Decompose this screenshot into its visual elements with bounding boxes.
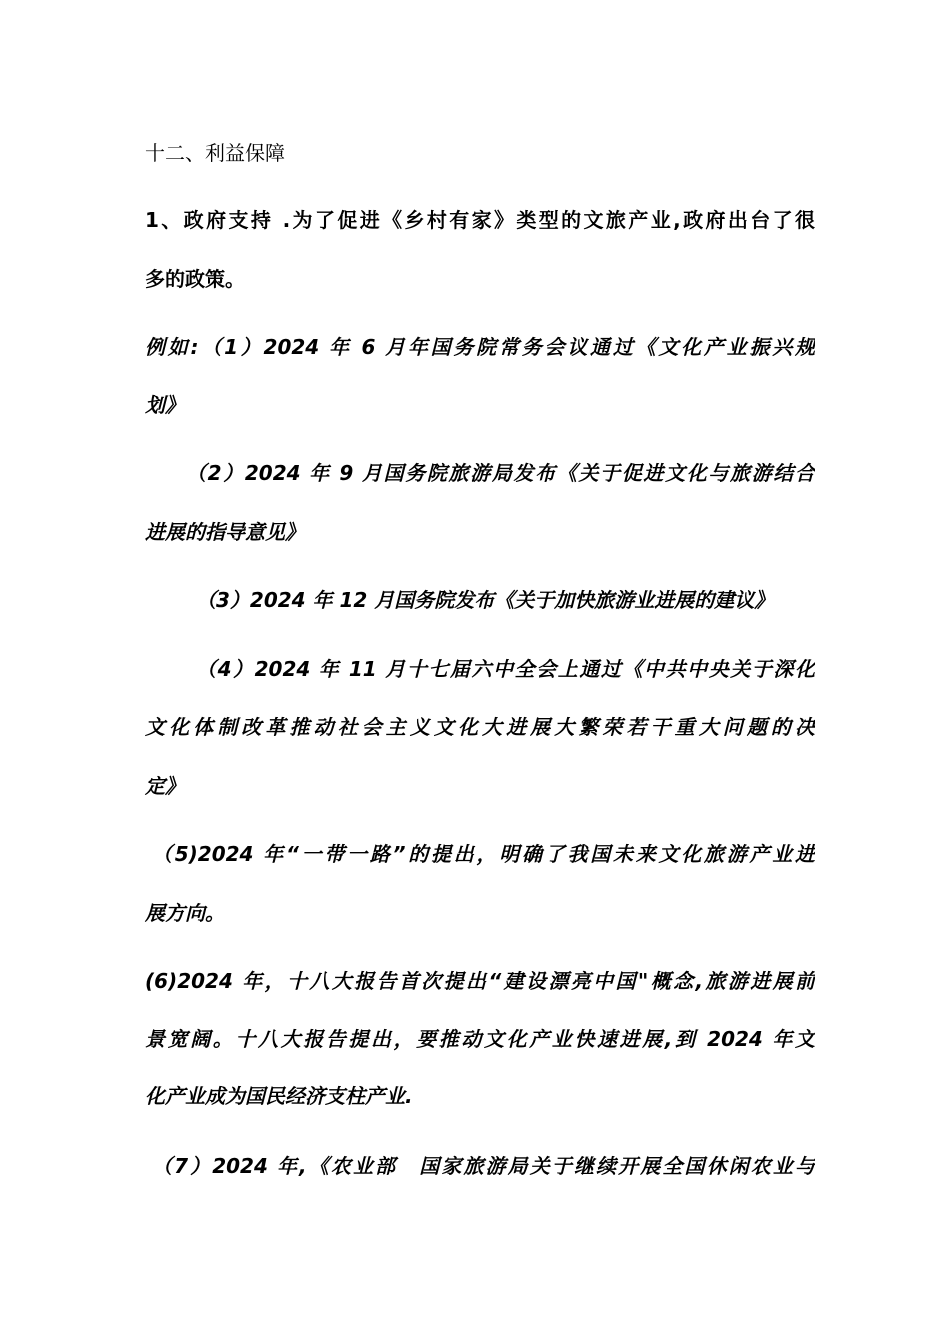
item6-line2: 景宽阔。十八大报告提出，要推动文化产业快速进展,到 2024 年文 — [145, 1027, 815, 1051]
item6-line1: (6)2024 年，十八大报告首次提出“建设漂亮中国"概念,旅游进展前 — [145, 969, 815, 993]
item2-line1: （2）2024 年 9 月国务院旅游局发布《关于促进文化与旅游结合 — [186, 461, 815, 485]
item3-line1: （3）2024 年 12 月国务院发布《关于加快旅游业进展的建议》 — [196, 588, 775, 612]
para1-line2: 多的政策。 — [145, 267, 245, 291]
item7-line1: （7）2024 年,《农业部 国家旅游局关于继续开展全国休闲农业与 — [152, 1154, 815, 1178]
item1-line1: 例如:（1）2024 年 6 月年国务院常务会议通过《文化产业振兴规 — [145, 335, 815, 359]
item5-line1: （5)2024 年“一带一路”的提出，明确了我国未来文化旅游产业进 — [152, 842, 815, 866]
section-title: 十二、利益保障 — [145, 141, 285, 165]
item5-line2: 展方向。 — [145, 901, 225, 925]
item2-line2: 进展的指导意见》 — [145, 520, 305, 544]
item6-line3: 化产业成为国民经济支柱产业. — [145, 1084, 413, 1108]
item4-line1: （4）2024 年 11 月十七届六中全会上通过《中共中央关于深化 — [196, 657, 815, 681]
item4-line2: 文化体制改革推动社会主义文化大进展大繁荣若干重大问题的决 — [145, 715, 815, 739]
para1-line1: 1、政府支持 .为了促进《乡村有家》类型的文旅产业,政府出台了很 — [145, 208, 815, 232]
item1-line2: 划》 — [145, 393, 185, 417]
item4-line3: 定》 — [145, 774, 185, 798]
